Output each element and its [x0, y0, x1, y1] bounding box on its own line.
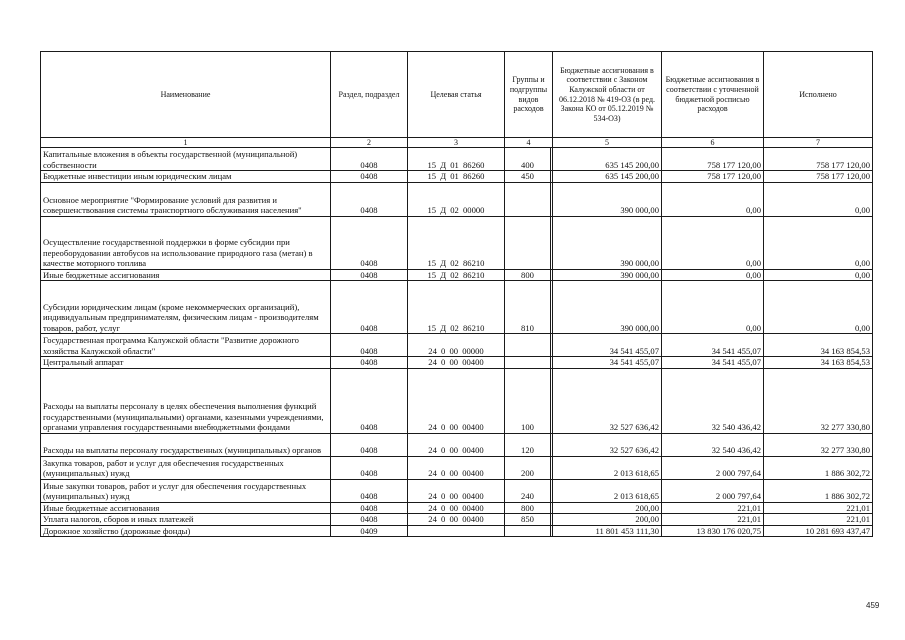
column-number: 2 — [331, 138, 408, 148]
header-section: Раздел, подраздел — [331, 52, 408, 138]
row-name: Уплата налогов, сборов и иных платежей — [41, 514, 331, 526]
row-executed: 0,00 — [764, 182, 873, 216]
row-target-article: 24 0 00 00400 — [408, 456, 505, 479]
row-executed: 221,01 — [764, 514, 873, 526]
row-target-article: 24 0 00 00400 — [408, 357, 505, 369]
row-expense-group — [505, 182, 551, 216]
column-number: 1 — [41, 138, 331, 148]
row-refined-assignment: 758 177 120,00 — [662, 171, 764, 183]
row-expense-group: 240 — [505, 479, 551, 502]
row-executed: 758 177 120,00 — [764, 171, 873, 183]
row-expense-group — [505, 525, 551, 537]
budget-table — [40, 51, 873, 537]
row-target-article: 15 Д 02 86210 — [408, 269, 505, 281]
column-number: 5 — [553, 138, 662, 148]
table-row — [41, 433, 873, 456]
row-refined-assignment: 34 541 455,07 — [662, 357, 764, 369]
row-target-article: 15 Д 02 00000 — [408, 182, 505, 216]
row-name: Дорожное хозяйство (дорожные фонды) — [41, 525, 331, 537]
row-executed: 221,01 — [764, 502, 873, 514]
row-section: 0408 — [331, 281, 408, 334]
table-row — [41, 182, 873, 216]
row-expense-group: 450 — [505, 171, 551, 183]
table-row — [41, 502, 873, 514]
table-row — [41, 456, 873, 479]
table-row — [41, 334, 873, 357]
row-section: 0408 — [331, 456, 408, 479]
row-executed: 0,00 — [764, 281, 873, 334]
row-target-article: 24 0 00 00400 — [408, 514, 505, 526]
row-expense-group — [505, 357, 551, 369]
row-expense-group: 200 — [505, 456, 551, 479]
header-law-assignments: Бюджетные ассигнования в соответствии с Законом Калужской области от 06.12.2018 № 419-ОЗ (в ред. Закона КО от 05.12.2019 № 534-ОЗ) — [553, 52, 662, 138]
row-expense-group: 800 — [505, 269, 551, 281]
column-number: 3 — [408, 138, 505, 148]
row-law-assignment: 635 145 200,00 — [553, 171, 662, 183]
row-law-assignment: 2 013 618,65 — [553, 456, 662, 479]
row-refined-assignment: 221,01 — [662, 502, 764, 514]
row-name: Осуществление государственной поддержки в форме субсидии при переоборудовании автобусов на использование природного газа (метан) в качестве моторного топлива — [41, 216, 331, 269]
row-target-article: 24 0 00 00400 — [408, 502, 505, 514]
row-executed: 34 163 854,53 — [764, 357, 873, 369]
row-target-article: 24 0 00 00400 — [408, 479, 505, 502]
row-section: 0408 — [331, 171, 408, 183]
row-executed: 10 281 693 437,47 — [764, 525, 873, 537]
row-section: 0408 — [331, 216, 408, 269]
row-name: Бюджетные инвестиции иным юридическим лицам — [41, 171, 331, 183]
row-law-assignment: 2 013 618,65 — [553, 479, 662, 502]
row-expense-group: 810 — [505, 281, 551, 334]
table-row — [41, 514, 873, 526]
row-law-assignment: 200,00 — [553, 502, 662, 514]
row-name: Расходы на выплаты персоналу государственных (муниципальных) органов — [41, 433, 331, 456]
table-row — [41, 171, 873, 183]
row-target-article: 15 Д 02 86210 — [408, 216, 505, 269]
row-refined-assignment: 0,00 — [662, 182, 764, 216]
table-row — [41, 368, 873, 433]
table-row — [41, 525, 873, 537]
table-row — [41, 148, 873, 171]
column-number: 4 — [505, 138, 553, 148]
row-target-article: 24 0 00 00000 — [408, 334, 505, 357]
row-expense-group — [505, 216, 551, 269]
row-section: 0408 — [331, 357, 408, 369]
row-target-article: 15 Д 01 86260 — [408, 148, 505, 171]
row-executed: 0,00 — [764, 269, 873, 281]
row-law-assignment: 32 527 636,42 — [553, 433, 662, 456]
row-section: 0408 — [331, 479, 408, 502]
row-refined-assignment: 34 541 455,07 — [662, 334, 764, 357]
page-number: 459 — [866, 601, 880, 610]
row-executed: 34 163 854,53 — [764, 334, 873, 357]
row-refined-assignment: 0,00 — [662, 269, 764, 281]
row-law-assignment: 390 000,00 — [553, 269, 662, 281]
row-law-assignment: 635 145 200,00 — [553, 148, 662, 171]
row-name: Иные бюджетные ассигнования — [41, 502, 331, 514]
row-expense-group — [505, 334, 551, 357]
row-section: 0408 — [331, 182, 408, 216]
row-section: 0408 — [331, 334, 408, 357]
row-law-assignment: 390 000,00 — [553, 216, 662, 269]
row-law-assignment: 32 527 636,42 — [553, 368, 662, 433]
row-expense-group: 120 — [505, 433, 551, 456]
row-name: Капитальные вложения в объекты государственной (муниципальной) собственности — [41, 148, 331, 171]
row-name: Иные бюджетные ассигнования — [41, 269, 331, 281]
row-refined-assignment: 0,00 — [662, 281, 764, 334]
row-name: Закупка товаров, работ и услуг для обеспечения государственных (муниципальных) нужд — [41, 456, 331, 479]
row-executed: 1 886 302,72 — [764, 456, 873, 479]
row-executed: 32 277 330,80 — [764, 368, 873, 433]
table-body — [41, 148, 873, 537]
row-name: Расходы на выплаты персоналу в целях обеспечения выполнения функций государственными (муниципальными) органами, казенными учреждениями, органами управления государственными внебюджетными фондами — [41, 368, 331, 433]
row-law-assignment: 200,00 — [553, 514, 662, 526]
row-executed: 0,00 — [764, 216, 873, 269]
row-expense-group: 400 — [505, 148, 551, 171]
table-row — [41, 479, 873, 502]
row-section: 0408 — [331, 433, 408, 456]
table-row — [41, 357, 873, 369]
header-name: Наименование — [41, 52, 331, 138]
row-section: 0408 — [331, 269, 408, 281]
row-law-assignment: 34 541 455,07 — [553, 334, 662, 357]
row-target-article: 15 Д 02 86210 — [408, 281, 505, 334]
header-executed: Исполнено — [764, 52, 873, 138]
row-law-assignment: 34 541 455,07 — [553, 357, 662, 369]
row-executed: 758 177 120,00 — [764, 148, 873, 171]
row-law-assignment: 11 801 453 111,30 — [553, 525, 662, 537]
row-refined-assignment: 221,01 — [662, 514, 764, 526]
header-row — [41, 52, 873, 138]
row-law-assignment: 390 000,00 — [553, 182, 662, 216]
row-section: 0408 — [331, 148, 408, 171]
table-row — [41, 216, 873, 269]
row-expense-group: 800 — [505, 502, 551, 514]
row-executed: 1 886 302,72 — [764, 479, 873, 502]
row-target-article — [408, 525, 505, 537]
row-target-article: 15 Д 01 86260 — [408, 171, 505, 183]
table-row — [41, 269, 873, 281]
header-target: Целевая статья — [408, 52, 505, 138]
row-executed: 32 277 330,80 — [764, 433, 873, 456]
row-name: Центральный аппарат — [41, 357, 331, 369]
column-number: 7 — [764, 138, 873, 148]
row-name: Основное мероприятие "Формирование условий для развития и совершенствования системы транспортного обслуживания населения" — [41, 182, 331, 216]
row-refined-assignment: 0,00 — [662, 216, 764, 269]
row-name: Государственная программа Калужской области "Развитие дорожного хозяйства Калужской области" — [41, 334, 331, 357]
row-section: 0408 — [331, 514, 408, 526]
row-section: 0408 — [331, 502, 408, 514]
table-row — [41, 281, 873, 334]
row-name: Иные закупки товаров, работ и услуг для обеспечения государственных (муниципальных) нужд — [41, 479, 331, 502]
row-target-article: 24 0 00 00400 — [408, 368, 505, 433]
row-refined-assignment: 13 830 176 020,75 — [662, 525, 764, 537]
row-section: 0409 — [331, 525, 408, 537]
row-expense-group: 850 — [505, 514, 551, 526]
row-law-assignment: 390 000,00 — [553, 281, 662, 334]
row-refined-assignment: 758 177 120,00 — [662, 148, 764, 171]
column-number: 6 — [662, 138, 764, 148]
row-refined-assignment: 2 000 797,64 — [662, 456, 764, 479]
row-name: Субсидии юридическим лицам (кроме некоммерческих организаций), индивидуальным предпринимателям, физическим лицам - производителям товаров, работ, услуг — [41, 281, 331, 334]
row-refined-assignment: 32 540 436,42 — [662, 368, 764, 433]
row-target-article: 24 0 00 00400 — [408, 433, 505, 456]
column-number-row — [41, 138, 873, 148]
header-refined-assignments: Бюджетные ассигнования в соответствии с уточненной бюджетной росписью расходов — [662, 52, 764, 138]
row-section: 0408 — [331, 368, 408, 433]
header-group: Группы и подгруппы видов расходов — [505, 52, 553, 138]
row-expense-group: 100 — [505, 368, 551, 433]
row-refined-assignment: 2 000 797,64 — [662, 479, 764, 502]
row-refined-assignment: 32 540 436,42 — [662, 433, 764, 456]
